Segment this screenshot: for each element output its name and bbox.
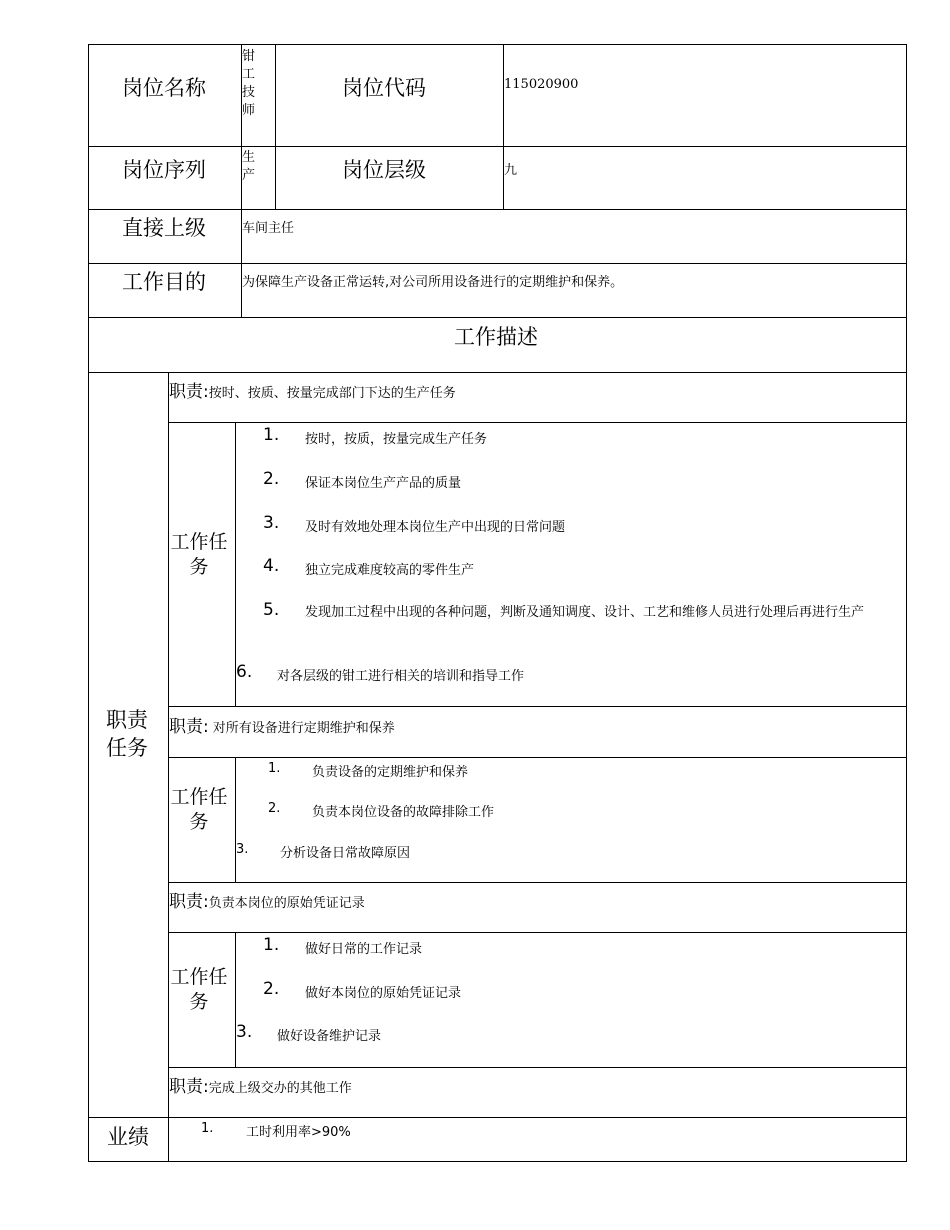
duty-text: 对所有设备进行定期维护和保养	[212, 721, 395, 736]
duty-text: 按时、按质、按量完成部门下达的生产任务	[208, 386, 456, 401]
task-1-5: 5.	[263, 600, 280, 620]
post-code-label: 岗位代码	[342, 76, 426, 100]
duty-title-2	[169, 712, 395, 737]
performance-label: 业绩	[107, 1125, 149, 1149]
duty-prefix: 职责:	[169, 382, 209, 402]
purpose-value: 为保障生产设备正常运转,对公司所用设备进行的定期维护和保养。	[242, 275, 624, 290]
duty-title-4	[169, 1072, 352, 1097]
post-sequence-value: 生产	[242, 150, 256, 183]
post-name-label: 岗位名称	[122, 76, 206, 100]
performance-item-text: 工时利用率>90%	[246, 1125, 351, 1140]
task-1-6-text: 对各层级的钳工进行相关的培训和指导工作	[277, 669, 525, 684]
task-3-1: 1.	[263, 935, 280, 955]
post-level-label: 岗位层级	[342, 158, 426, 182]
duty-prefix: 职责:	[169, 717, 209, 737]
performance-item-num: 1.	[201, 1121, 214, 1136]
task-3-3-text: 做好设备维护记录	[277, 1029, 382, 1044]
supervisor-label: 直接上级	[122, 216, 206, 240]
task-2-2-text: 负责本岗位设备的故障排除工作	[312, 805, 495, 820]
task-1-1-text: 按时，按质，按量完成生产任务	[305, 432, 488, 447]
task-1-2: 2.	[263, 469, 280, 489]
task-3-2: 2.	[263, 979, 280, 999]
purpose-label: 工作目的	[122, 270, 206, 294]
task-label-3: 工作任务	[170, 966, 228, 1013]
task-1-6: 6.	[236, 662, 253, 682]
post-level-value: 九	[504, 163, 518, 178]
task-2-3: 3.	[236, 842, 249, 857]
task-2-1: 1.	[268, 761, 281, 776]
task-1-3: 3.	[263, 513, 280, 533]
supervisor-value: 车间主任	[242, 221, 295, 236]
duty-title-3	[169, 887, 365, 912]
task-1-4: 4.	[263, 556, 280, 576]
duty-title-1	[169, 377, 456, 402]
task-1-2-text: 保证本岗位生产产品的质量	[305, 476, 462, 491]
task-label-1: 工作任务	[170, 531, 228, 578]
task-1-5-text: 发现加工过程中出现的各种问题，判断及通知调度、设计、工艺和维修人员进行处理后再进行生产	[305, 605, 865, 620]
duty-prefix: 职责:	[169, 892, 209, 912]
post-code-value: 115020900	[504, 77, 579, 92]
duty-prefix: 职责:	[169, 1077, 209, 1097]
task-3-3: 3.	[236, 1022, 253, 1042]
task-2-2: 2.	[268, 801, 281, 816]
description-title: 工作描述	[454, 325, 538, 349]
task-3-1-text: 做好日常的工作记录	[305, 942, 423, 957]
task-label-2: 工作任务	[170, 786, 228, 833]
task-1-3-text: 及时有效地处理本岗位生产中出现的日常问题	[305, 520, 566, 535]
duty-text: 完成上级交办的其他工作	[208, 1081, 352, 1096]
task-2-1-text: 负责设备的定期维护和保养	[312, 765, 469, 780]
post-name-value: 钳工技师	[242, 49, 256, 118]
task-1-4-text: 独立完成难度较高的零件生产	[305, 563, 475, 578]
task-1-1: 1.	[263, 425, 280, 445]
task-3-2-text: 做好本岗位的原始凭证记录	[305, 986, 462, 1001]
task-2-3-text: 分析设备日常故障原因	[280, 846, 411, 861]
duties-label: 职责任务	[106, 708, 148, 760]
duty-text: 负责本岗位的原始凭证记录	[208, 896, 365, 911]
post-sequence-label: 岗位序列	[122, 158, 206, 182]
